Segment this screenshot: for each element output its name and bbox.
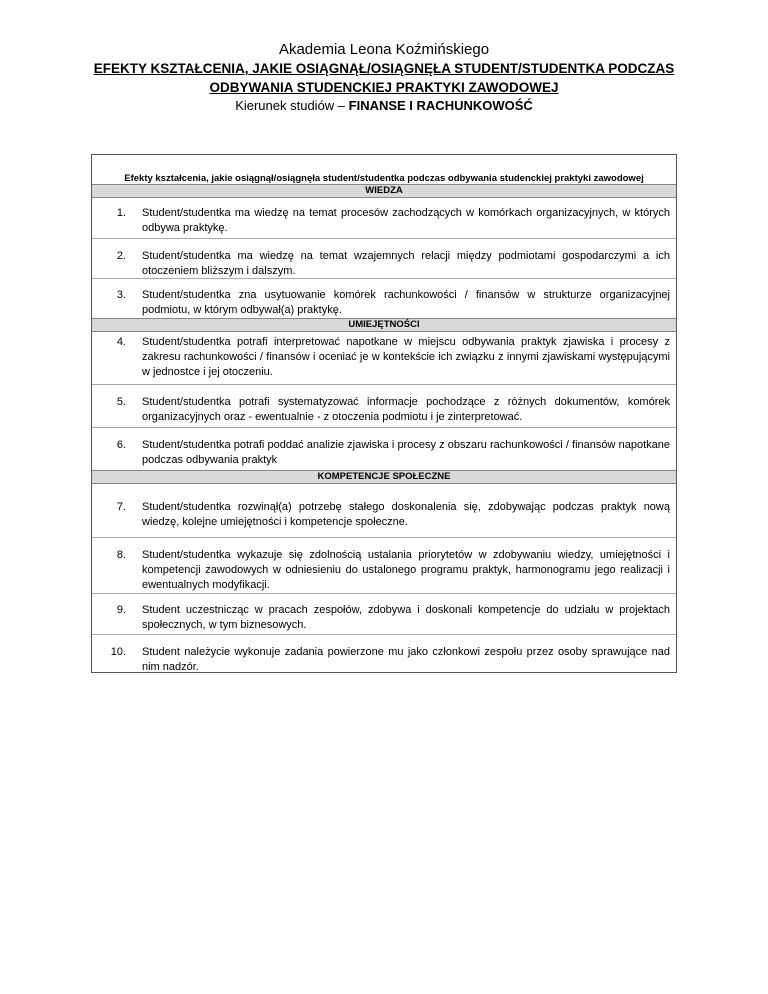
document-header: [0, 40, 768, 115]
row-number: 10.: [110, 646, 126, 658]
row-text: Student/studentka ma wiedzę na temat procesów zachodzących w komórkach organizacyjnych, w których odbywa praktykę.: [142, 207, 670, 234]
row-text: Student/studentka potrafi poddać analizie zjawiska i procesy z obszaru rachunkowości / finansów napotkane podczas odbywania praktyk: [142, 439, 670, 466]
row-number: 4.: [116, 336, 126, 348]
row-text: Student/studentka potrafi systematyzować informacje pochodzące z różnych dokumentów, komórek organizacyjnych oraz - ewentualnie - z otoczenia podmiotu i je zinterpretować.: [142, 396, 670, 423]
table-row: [92, 484, 676, 537]
row-text: Student/studentka ma wiedzę na temat wzajemnych relacji między podmiotami gospodarczymi a ich otoczeniem bliższym i dalszym.: [142, 250, 670, 277]
section-header-knowledge: WIEDZA: [92, 184, 676, 198]
table-row: [92, 332, 676, 384]
row-number: 6.: [116, 439, 126, 451]
row-text: Student/studentka potrafi interpretować napotkane w miejscu odbywania praktyk zjawiska i procesy z zakresu rachunkowości / finansów i oceniać je w kontekście ich związku z innymi zjawiskami występującymi w jednostce i jej otoczeniu.: [142, 336, 670, 378]
row-number: 8.: [116, 549, 126, 561]
row-number: 9.: [116, 604, 126, 616]
document-title-line-1: EFEKTY KSZTAŁCENIA, JAKIE OSIĄGNĄŁ/OSIĄGNĘŁA STUDENT/STUDENTKA PODCZAS: [93, 61, 675, 76]
row-text: Student należycie wykonuje zadania powierzone mu jako członkowi zespołu przez osoby sprawujące nad nim nadzór.: [142, 646, 670, 673]
field-of-study-prefix: Kierunek studiów –: [235, 98, 349, 113]
row-text: Student/studentka rozwinął(a) potrzebę stałego doskonalenia się, zdobywając podczas praktyk nową wiedzę, kolejne umiejętności i kompetencje społeczne.: [142, 501, 670, 528]
row-number: 5.: [116, 396, 126, 408]
document-title-line-2: ODBYWANIA STUDENCKIEJ PRAKTYKI ZAWODOWEJ: [209, 80, 559, 95]
row-number: 2.: [116, 250, 126, 262]
row-number: 3.: [116, 289, 126, 301]
table-row: [92, 537, 676, 593]
section-header-social-competences: KOMPETENCJE SPOŁECZNE: [92, 470, 676, 484]
row-text: Student/studentka zna usytuowanie komórek rachunkowości / finansów w strukturze organizacyjnej podmiotu, w którym odbywał(a) praktykę.: [142, 289, 670, 316]
table-row: [92, 427, 676, 470]
row-text: Student uczestnicząc w pracach zespołów, zdobywa i doskonali kompetencje do udziału w projektach społecznych, w tym biznesowych.: [142, 604, 670, 631]
institution-name: Akademia Leona Koźmińskiego: [278, 41, 490, 58]
table-row: [92, 384, 676, 427]
row-number: 7.: [116, 501, 126, 513]
table-heading: Efekty kształcenia, jakie osiągnął/osiągnęła student/studentka podczas odbywania studenckiej praktyki zawodowej: [124, 173, 644, 184]
learning-outcomes-table: [91, 154, 677, 673]
row-number: 1.: [116, 207, 126, 219]
table-row: [92, 198, 676, 238]
field-of-study-name: FINANSE I RACHUNKOWOŚĆ: [348, 98, 533, 113]
row-text: Student/studentka wykazuje się zdolnością ustalania priorytetów w zdobywaniu wiedzy, umiejętności i kompetencji zawodowych w odniesieniu do ustalonego programu praktyk, harmonogramu jego realizacji i ewentualnych modyfikacji.: [142, 549, 670, 591]
field-of-study: [0, 97, 768, 115]
table-row: [92, 634, 676, 672]
section-header-skills: UMIEJĘTNOŚCI: [92, 318, 676, 332]
table-row: [92, 238, 676, 278]
table-row: [92, 593, 676, 634]
table-row: [92, 278, 676, 318]
